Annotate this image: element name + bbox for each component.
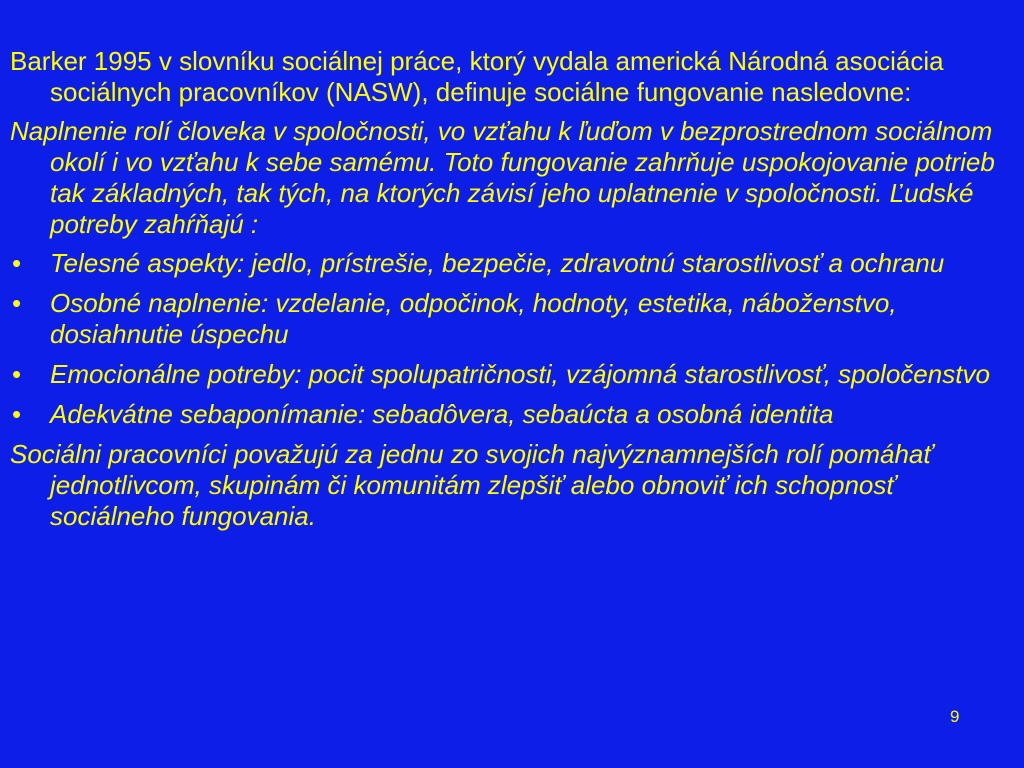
bullet-text: Osobné naplnenie: vzdelanie, odpočinok, hodnoty, estetika, náboženstvo, dosiahnutie úspechu [50,288,897,349]
slide-content [10,46,1010,540]
page-number: 9 [950,707,960,726]
bullet-dot: • [12,359,22,389]
closing-paragraph: Sociálni pracovníci považujú za jednu zo svojich najvýznamnejších rolí pomáhať jednotlivcom, skupinám či komunitám zlepšiť alebo obnoviť ich schopnosť sociálneho fungovania. [10,439,933,531]
bullet-dot: • [12,288,22,318]
bullet-item-self-concept [10,399,1010,430]
bullet-item-physical [10,248,1010,279]
bullet-item-emotional [10,359,1010,390]
bullet-dot: • [12,248,22,278]
intro-paragraph: Barker 1995 v slovníku sociálnej práce, ktorý vydala americká Národná asociácia sociálnych pracovníkov (NASW), definuje sociálne fungovanie nasledovne: [10,46,944,107]
definition-paragraph: Naplnenie rolí človeka v spoločnosti, vo vzťahu k ľuďom v bezprostrednom sociálnom okolí i vo vzťahu k sebe samému. Toto fungovanie zahrňuje uspokojovanie potrieb tak základných, tak tých, na ktorých závisí jeho uplatnenie v spoločnosti. Ľudské potreby zahŕňajú : [10,116,995,239]
bullet-text: Adekvátne sebaponímanie: sebadôvera, sebaúcta a osobná identita [50,399,834,429]
bullet-text: Telesné aspekty: jedlo, prístrešie, bezpečie, zdravotnú starostlivosť a ochranu [50,248,945,278]
bullet-dot: • [12,399,22,429]
bullet-text: Emocionálne potreby: pocit spolupatričnosti, vzájomná starostlivosť, spoločenstvo [50,359,990,389]
bullet-item-personal [10,288,1010,350]
